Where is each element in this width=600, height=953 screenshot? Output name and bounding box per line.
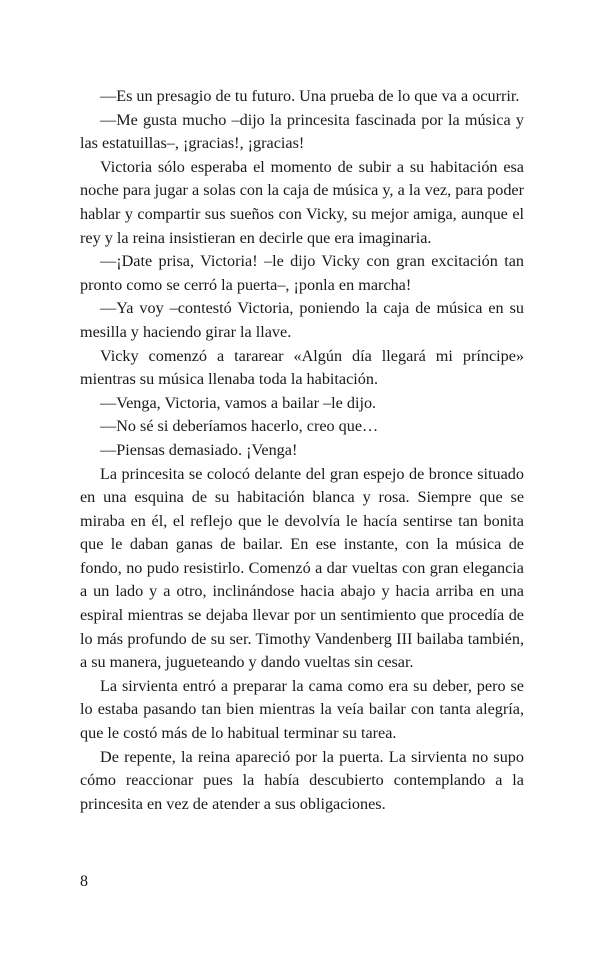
paragraph: Victoria sólo esperaba el momento de subir a su habitación esa noche para jugar a solas con la caja de música y, a la vez, para poder hablar y compartir sus sueños con Vicky, su mejor amiga, aunque el rey y la reina insistieran en decirle que era imaginaria. xyxy=(80,157,524,247)
paragraph: Vicky comenzó a tararear «Algún día llegará mi príncipe» mientras su música llenaba toda la habitación. xyxy=(80,346,524,389)
paragraph: La sirvienta entró a preparar la cama como era su deber, pero se lo estaba pasando tan bien mientras la veía bailar con tanta alegría, que le costó más de lo habitual terminar su tarea. xyxy=(80,676,524,743)
body-text xyxy=(80,85,524,816)
paragraph: —Ya voy –contestó Victoria, poniendo la caja de música en su mesilla y haciendo girar la llave. xyxy=(80,299,524,341)
page-number: 8 xyxy=(80,873,88,890)
paragraph: La princesita se colocó delante del gran espejo de bronce situado en una esquina de su habitación blanca y rosa. Siempre que se miraba en él, el reflejo que le devolvía le hacía sentirse tan bonita que le daban ganas de bailar. En ese instante, con la música de fondo, no pudo resistirlo. Comenzó a dar vueltas con gran elegancia a un lado y a otro, inclinándose hacia abajo y hacia arriba en una espiral mientras se dejaba llevar por un sentimiento que procedía de lo más profundo de su ser. Timothy Vandenberg III bailaba también, a su manera, jugueteando y dando vueltas sin cesar. xyxy=(80,464,524,672)
paragraph: —No sé si deberíamos hacerlo, creo que… xyxy=(100,417,379,436)
paragraph: —¡Date prisa, Victoria! –le dijo Vicky con gran excitación tan pronto como se cerró la puerta–, ¡ponla en marcha! xyxy=(80,252,524,294)
paragraph: —Es un presagio de tu futuro. Una prueba de lo que va a ocurrir. xyxy=(100,87,520,105)
paragraph: —Me gusta mucho –dijo la princesita fascinada por la música y las estatuillas–, ¡gracias!, ¡gracias! xyxy=(80,110,524,153)
paragraph: De repente, la reina apareció por la puerta. La sirvienta no supo cómo reaccionar pues la había descubierto contemplando a la princesita en vez de atender a sus obligaciones. xyxy=(80,747,524,813)
paragraph: —Piensas demasiado. ¡Venga! xyxy=(100,440,298,459)
paragraph: —Venga, Victoria, vamos a bailar –le dijo. xyxy=(100,393,377,412)
